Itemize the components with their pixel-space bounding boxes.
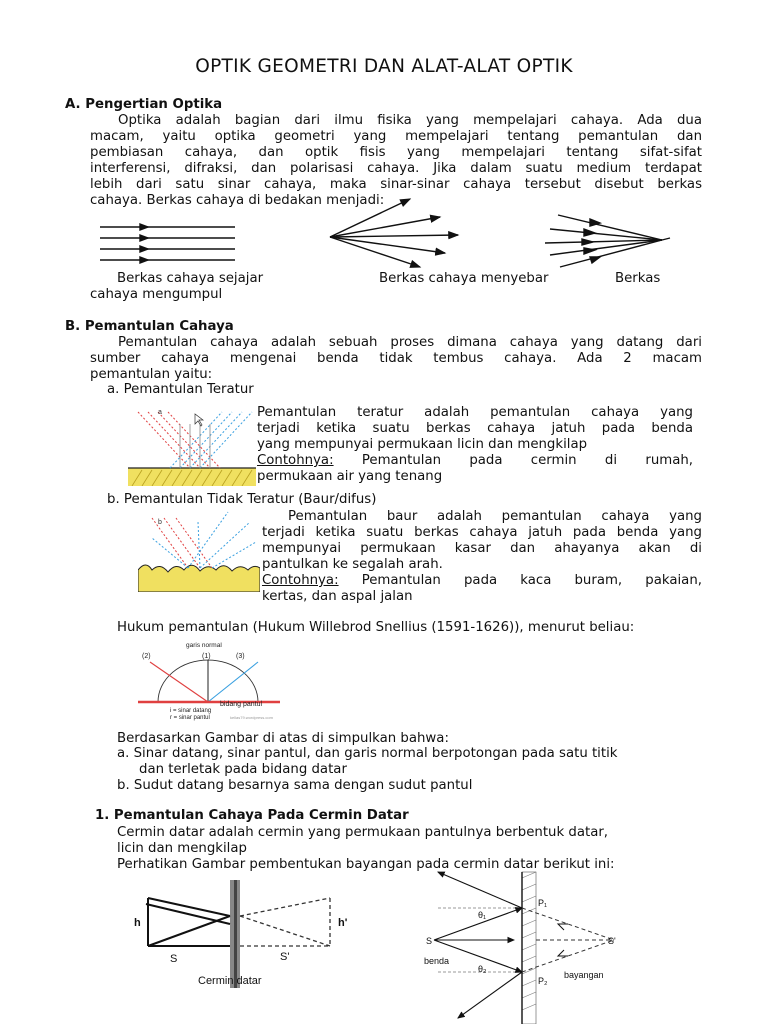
example-label: Contohnya: bbox=[257, 453, 334, 468]
conclusion-a-cont: dan terletak pada bidang datar bbox=[139, 762, 347, 777]
object-distance-label: S bbox=[170, 953, 178, 965]
converging-beam bbox=[545, 215, 670, 267]
object-point-label: S bbox=[426, 936, 433, 946]
mirror-ray-diagram bbox=[418, 868, 654, 1024]
beam-figures bbox=[90, 195, 710, 275]
example-text: Pemantulan pada kaca buram, pakaian, bbox=[338, 573, 702, 588]
reflected-legend: r = sinar pantul bbox=[170, 715, 210, 721]
conclusion-intro: Berdasarkan Gambar di atas di simpulkan bahwa: bbox=[117, 731, 449, 746]
plane-label: bidang pantul bbox=[220, 701, 263, 708]
text-line: terjadi ketika suatu berkas cahaya jatuh pada benda bbox=[257, 421, 693, 436]
image-caption: bayangan bbox=[564, 970, 604, 980]
ray-label-3: (3) bbox=[236, 653, 245, 660]
object-height-label: h bbox=[134, 917, 141, 929]
angle-2-label: θ₂ bbox=[478, 964, 487, 974]
text-line: terjadi ketika suatu berkas cahaya jatuh pada benda yang bbox=[262, 525, 702, 540]
example-line-2: permukaan air yang tenang bbox=[257, 469, 443, 484]
reflection-law-figure bbox=[138, 640, 310, 722]
incident-legend: i = sinar datang bbox=[170, 708, 212, 714]
diffuse-reflection-text bbox=[262, 509, 702, 605]
ray-label-1: (1) bbox=[202, 653, 211, 660]
para-line: macam, yaitu optika geometri yang mempelajari tentang pemantulan dan bbox=[90, 129, 702, 144]
text-line: yang mempunyai permukaan licin dan mengkilap bbox=[257, 437, 588, 452]
section-a-heading: A. Pengertian Optika bbox=[65, 97, 223, 112]
example-line bbox=[257, 453, 693, 469]
para-line: pemantulan yaitu: bbox=[90, 367, 213, 382]
conclusion-a: a. Sinar datang, sinar pantul, dan garis normal berpotongan pada satu titik bbox=[117, 746, 618, 761]
mirror-caption: Cermin datar bbox=[198, 975, 262, 987]
beam-label-converging: Berkas bbox=[615, 271, 661, 286]
beam-label-parallel: Berkas cahaya sejajar bbox=[117, 271, 264, 286]
figure-credit: kellas79.wordpress.com bbox=[230, 715, 273, 720]
text-line: Pemantulan baur adalah pemantulan cahaya yang bbox=[288, 509, 702, 524]
page-title: OPTIK GEOMETRI DAN ALAT-ALAT OPTIK bbox=[195, 56, 573, 77]
reflection-law-line: Hukum pemantulan (Hukum Willebrod Snellius (1591-1626)), menurut beliau: bbox=[117, 620, 635, 635]
section-1-line-3: Perhatikan Gambar pembentukan bayangan pada cermin datar berikut ini: bbox=[117, 857, 615, 872]
angle-1-label: θ₁ bbox=[478, 910, 487, 920]
regular-reflection-figure bbox=[128, 404, 256, 486]
para-line: sumber cahaya mengenai benda tidak tembus cahaya. Ada 2 macam bbox=[90, 351, 702, 366]
para-line: Pemantulan cahaya adalah sebuah proses dimana cahaya yang datang dari bbox=[118, 335, 702, 350]
section-1-line-1: Cermin datar adalah cermin yang permukaan pantulnya berbentuk datar, bbox=[117, 825, 609, 840]
example-line bbox=[262, 573, 702, 589]
figure-label: b bbox=[158, 519, 162, 526]
para-line: cahaya. Berkas cahaya di bedakan menjadi: bbox=[90, 193, 385, 208]
section-b-heading: B. Pemantulan Cahaya bbox=[65, 319, 234, 334]
beam-label-converging-cont: cahaya mengumpul bbox=[90, 287, 223, 302]
conclusion-b: b. Sudut datang besarnya sama dengan sudut pantul bbox=[117, 778, 473, 793]
example-text: Pemantulan pada cermin di rumah, bbox=[333, 453, 693, 468]
para-line: Optika adalah bagian dari ilmu fisika yang mempelajari cahaya. Ada dua bbox=[118, 113, 702, 128]
section-1-heading: 1. Pemantulan Cahaya Pada Cermin Datar bbox=[95, 808, 409, 823]
subheading-regular-reflection: a. Pemantulan Teratur bbox=[107, 382, 254, 397]
subheading-diffuse-reflection: b. Pemantulan Tidak Teratur (Baur/difus) bbox=[107, 492, 377, 507]
point-p2-label: P₂ bbox=[538, 976, 548, 986]
image-height-label: h' bbox=[338, 917, 348, 929]
text-line: mempunyai permukaan kasar dan ahayanya akan di bbox=[262, 541, 702, 556]
point-p1-label: P₁ bbox=[538, 898, 548, 908]
cursor-icon bbox=[195, 414, 203, 426]
normal-label: garis normal bbox=[186, 642, 222, 649]
para-line: pembiasan cahaya, dan optik fisis yang mempelajari tentang sifat-sifat bbox=[90, 145, 702, 160]
ray-label-2: (2) bbox=[142, 653, 151, 660]
diffuse-reflection-figure bbox=[138, 508, 260, 592]
text-line: Pemantulan teratur adalah pemantulan cahaya yang bbox=[257, 405, 693, 420]
para-line: lebih dari satu sinar cahaya, maka sinar-sinar cahaya tersebut disebut berkas bbox=[90, 177, 702, 192]
example-label: Contohnya: bbox=[262, 573, 339, 588]
plane-mirror-figure bbox=[126, 876, 372, 988]
beam-label-diverging: Berkas cahaya menyebar bbox=[379, 271, 549, 286]
figure-label: a bbox=[158, 409, 162, 416]
section-b-paragraph bbox=[90, 335, 702, 383]
regular-reflection-text bbox=[257, 405, 693, 485]
object-caption: benda bbox=[424, 956, 450, 966]
parallel-beam bbox=[100, 224, 235, 263]
text-line: pantulkan ke segalah arah. bbox=[262, 557, 443, 572]
para-line: interferensi, difraksi, dan polarisasi cahaya. Jika dalam suatu medium terdapat bbox=[90, 161, 702, 176]
diverging-beam bbox=[330, 199, 458, 267]
image-distance-label: S' bbox=[280, 951, 290, 963]
example-line-2: kertas, dan aspal jalan bbox=[262, 589, 413, 604]
section-1-line-2: licin dan mengkilap bbox=[117, 841, 247, 856]
image-point-label: S' bbox=[608, 936, 616, 946]
